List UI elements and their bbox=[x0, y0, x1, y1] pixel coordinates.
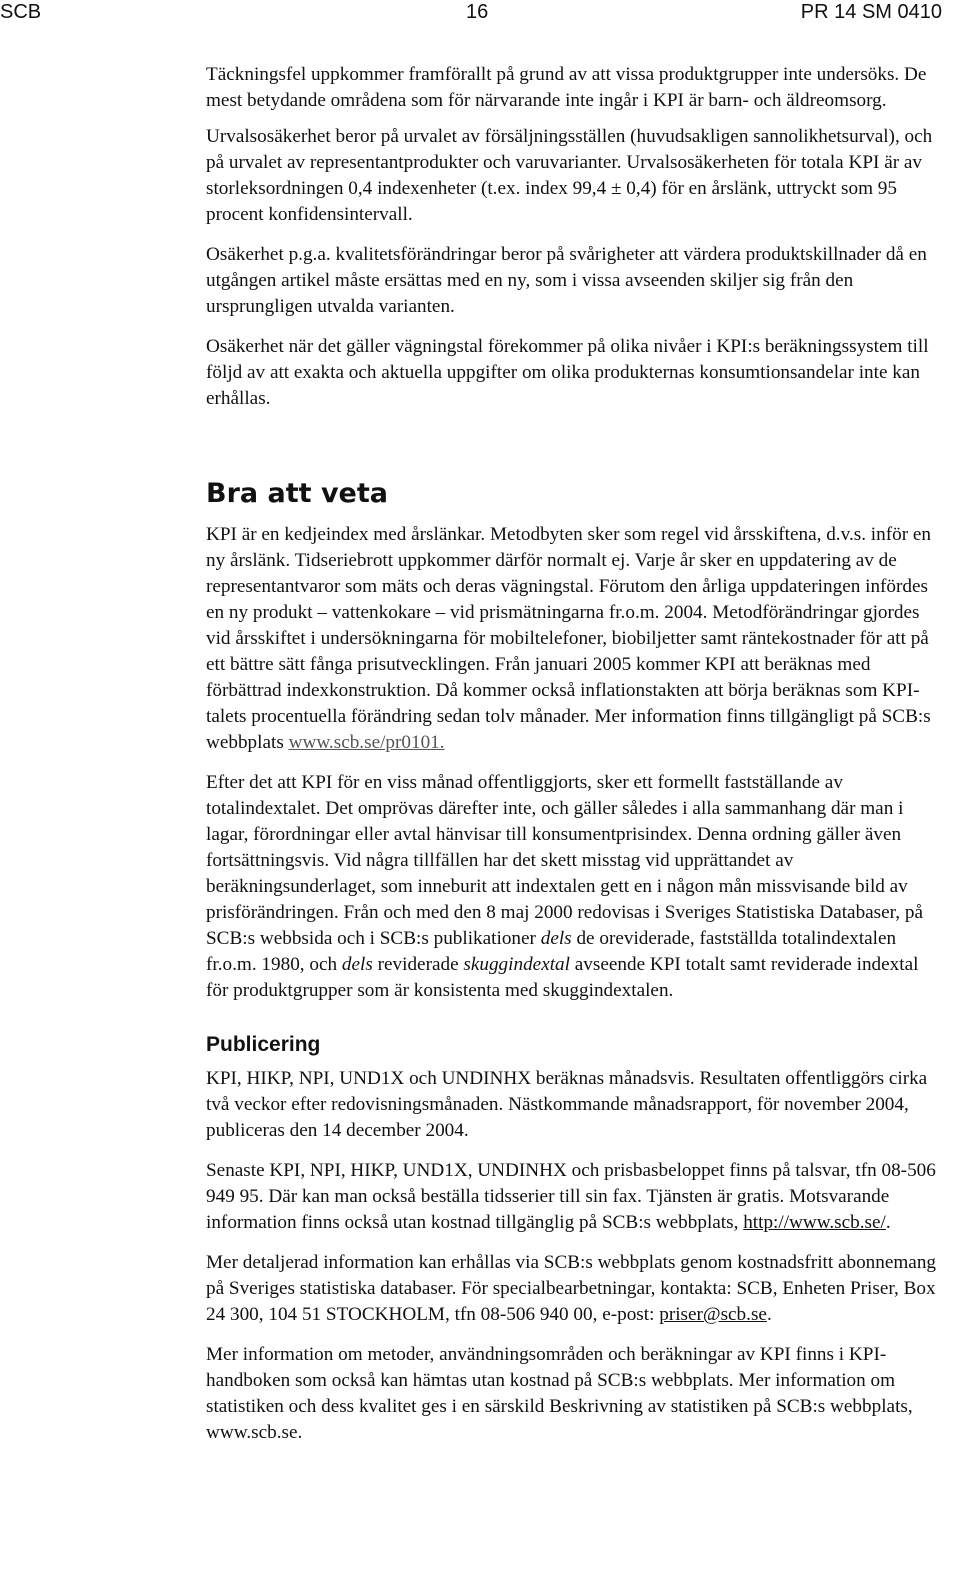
section-title-bra-att-veta: Bra att veta bbox=[206, 478, 388, 509]
kontakt-end: . bbox=[766, 1304, 772, 1325]
paragraph-vagningstal: Osäkerhet när det gäller vägningstal förekommer på olika nivåer i KPI:s beräkningssystem till följd av att exakta och aktuella uppgifter om olika produkternas konsumtionsandelar inte kan erhållas. bbox=[206, 336, 929, 409]
paragraph-talsvar bbox=[206, 1158, 942, 1236]
kontakt-text: Mer detaljerad information kan erhållas via SCB:s webbplats genom kostnadsfritt abonnemang på Sveriges statistiska databaser. För specialbearbetningar, kontakta: SCB, Enheten Priser, Box 24 300, 104 51 STOCKHOLM, tfn 08-506 940 00, e-post: bbox=[206, 1252, 937, 1325]
emphasis-dels-1: dels bbox=[540, 928, 572, 949]
paragraph-tackningsfel: Täckningsfel uppkommer framförallt på grund av att vissa produktgrupper inte undersöks. De mest betydande områdena som för närvarande inte ingår i KPI är barn- och äldreomsorg. bbox=[206, 64, 927, 111]
faststallande-text-a: Efter det att KPI för en viss månad offentliggjorts, sker ett formellt fastställande av totalindextalet. Det omprövas därefter inte, och gäller således i alla sammanhang där man i lagar, förordningar eller avtal hänvisar till konsumentprisindex. Denna ordning gäller även fortsättningsvis. Vid några tillfällen har det skett misstag vid upprättandet av beräkningsunderlaget, som inneburit att indextalen gett en i någon mån missvisande bild av prisförändringen. Från och med den 8 maj 2000 redovisas i Sveriges Statistiska Databaser, på SCB:s webbsida och i SCB:s publikationer bbox=[206, 772, 923, 949]
paragraph-kvalitetsforandringar: Osäkerhet p.g.a. kvalitetsförändringar beror på svårigheter att värdera produktskillnader då en utgången artikel måste ersättas med en ny, som i vissa avseenden skiljer sig från den ursprungligen utvalda varianten. bbox=[206, 244, 927, 317]
talsvar-end: . bbox=[885, 1212, 891, 1233]
report-id: PR 14 SM 0410 bbox=[800, 1, 942, 23]
kedjeindex-text: KPI är en kedjeindex med årslänkar. Metodbyten sker som regel vid årsskiftena, d.v.s. inför en ny årslänk. Tidseriebrott uppkommer därför normalt ej. Varje år sker en uppdatering av de representantvaror som mäts och deras vägningstal. Förutom den årliga uppdateringen infördes en ny produkt – vattenkokare – vid prismätningarna fr.o.m. 2004. Metodförändringar gjordes vid årsskiftet i undersökningarna för mobiltelefoner, biobiljetter samt räntekostnader för att på ett bättre sätt fånga prisutvecklingen. Från januari 2005 kommer KPI att beräknas med förbättrad indexkonstruktion. Då kommer också inflationstakten att börja beräknas som KPI-talets procentuella förändring sedan tolv månader. Mer information finns tillgängligt på SCB:s webbplats bbox=[206, 524, 932, 753]
emphasis-dels-2: dels bbox=[341, 954, 373, 975]
header-org: SCB bbox=[0, 1, 42, 23]
paragraph-urvalsosakerhet: Urvalsosäkerhet beror på urvalet av försäljningsställen (huvudsakligen sannolikhetsurval), och på urvalet av representantprodukter och varuvarianter. Urvalsosäkerheten för totala KPI är av storleksordningen 0,4 indexenheter (t.ex. index 99,4 ± 0,4) för en årslänk, uttryckt som 95 procent konfidensintervall. bbox=[206, 126, 933, 225]
paragraph-berakning-manadsvis: KPI, HIKP, NPI, UND1X och UNDINHX beräknas månadsvis. Resultaten offentliggörs cirka två veckor efter redovisningsmånaden. Nästkommande månadsrapport, för november 2004, publiceras den 14 december 2004. bbox=[206, 1068, 928, 1141]
page-header bbox=[0, 0, 942, 30]
paragraph-kontakt bbox=[206, 1250, 942, 1328]
document-body bbox=[206, 62, 942, 1446]
faststallande-text-b: de oreviderade, fastställda totalindextalen fr.o.m. 1980, och bbox=[206, 928, 897, 975]
paragraph-faststallande bbox=[206, 770, 942, 1004]
link-scb-pr0101[interactable]: www.scb.se/pr0101. bbox=[288, 732, 445, 753]
section-title-publicering: Publicering bbox=[206, 1033, 321, 1056]
link-scb-home[interactable]: http://www.scb.se/ bbox=[743, 1212, 886, 1233]
page-number: 16 bbox=[466, 1, 489, 23]
talsvar-text: Senaste KPI, NPI, HIKP, UND1X, UNDINHX och prisbasbeloppet finns på talsvar, tfn 08-506 949 95. Där kan man också beställa tidsserier till sin fax. Tjänsten är gratis. Motsvarande information finns också utan kostnad tillgänglig på SCB:s webbplats, bbox=[206, 1160, 936, 1233]
paragraph-kpi-handbok: Mer information om metoder, användningsområden och beräkningar av KPI finns i KPI-handboken som också kan hämtas utan kostnad på SCB:s webbplats. Mer information om statistiken och dess kvalitet ges i en särskild Beskrivning av statistiken på SCB:s webbplats, www.scb.se. bbox=[206, 1344, 913, 1443]
emphasis-skuggindextal: skuggindextal bbox=[463, 954, 570, 975]
paragraph-kedjeindex bbox=[206, 522, 942, 756]
link-email-priser[interactable]: priser@scb.se bbox=[659, 1304, 767, 1325]
faststallande-text-c: reviderade bbox=[377, 954, 459, 975]
faststallande-text-d: avseende KPI totalt samt reviderade indextal för produktgrupper som är konsistenta med skuggindextalen. bbox=[206, 954, 919, 1001]
